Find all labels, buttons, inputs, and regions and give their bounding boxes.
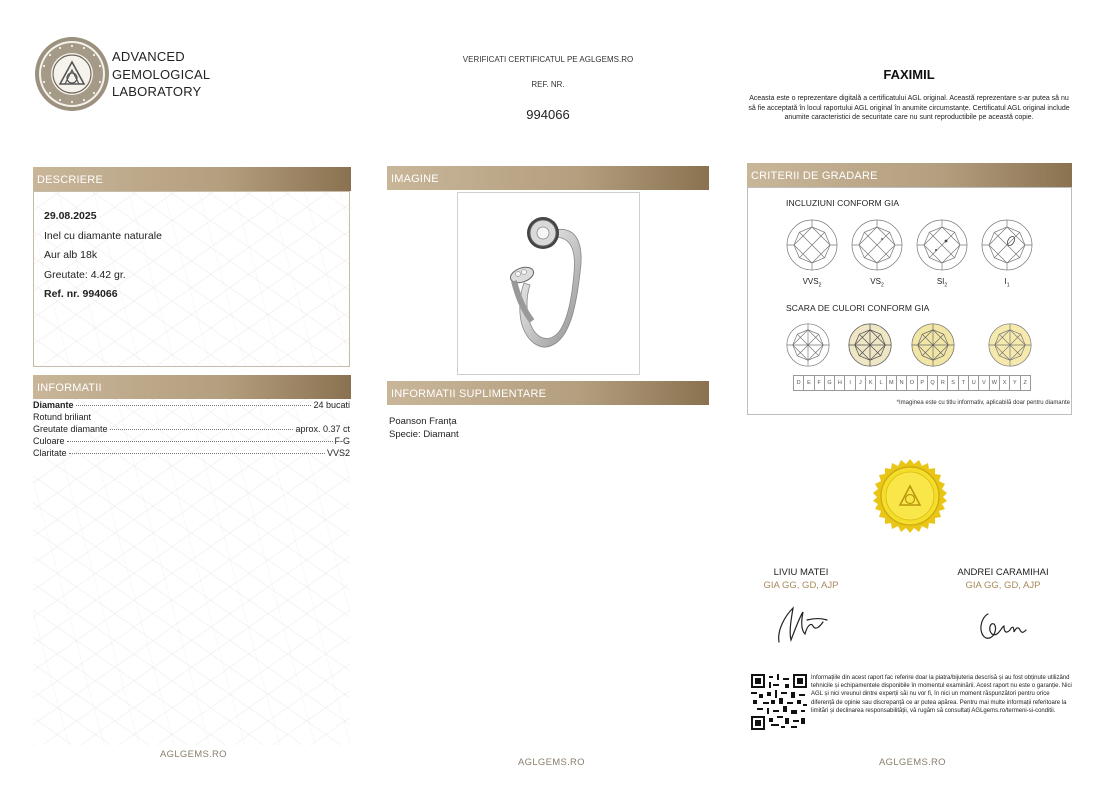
clarity-label-i	[981, 277, 1033, 289]
ref-label: REF. NR.	[531, 80, 565, 89]
ring-photo	[457, 192, 640, 375]
clarity-diagram-i	[981, 219, 1033, 271]
info-label: Culoare	[33, 436, 65, 446]
info-row-shape	[33, 411, 350, 423]
info-value: aprox. 0.37 ct	[295, 424, 350, 434]
lab-name-line2: GEMOLOGICAL	[112, 66, 211, 82]
info-value: VVS2	[326, 448, 350, 458]
clarity-diagram-vs	[851, 219, 903, 271]
dot-leader	[69, 453, 325, 454]
section-header-suplimentare: INFORMATII SUPLIMENTARE	[387, 381, 709, 405]
color-diamond-near-colorless	[848, 323, 892, 367]
signer-right-name: ANDREI CARAMIHAI	[957, 567, 1049, 578]
scale-letter: R	[938, 376, 948, 390]
clarity-label-vvs	[786, 277, 838, 289]
info-row-color	[33, 435, 350, 447]
info-value: F-G	[334, 436, 350, 446]
info-row-diamante	[33, 399, 350, 411]
item-type: Inel cu diamante naturale	[44, 229, 162, 242]
description-box	[33, 191, 350, 367]
clarity-label-text: I	[1004, 277, 1007, 286]
scale-letter: I	[845, 376, 855, 390]
supplementary-info	[389, 416, 459, 441]
color-diamond-colorless	[786, 323, 830, 367]
section-header-descriere: DESCRIERE	[33, 167, 351, 191]
ref-value: 994066	[526, 107, 570, 122]
weight: Greutate: 4.42 gr.	[44, 268, 126, 281]
scale-letter: X	[1000, 376, 1010, 390]
clarity-label-sub: 2	[944, 282, 948, 289]
section-header-imagine: IMAGINE	[387, 166, 709, 190]
scale-letter: Z	[1023, 380, 1027, 386]
info-label: Greutate diamante	[33, 424, 108, 434]
color-diamond-faint	[911, 323, 955, 367]
informatii-panel	[33, 399, 350, 745]
scale-letter: H	[835, 376, 845, 390]
agl-logo-seal	[34, 36, 110, 112]
color-grade-scale	[793, 375, 1031, 391]
scale-letter: W	[990, 376, 1000, 390]
scale-letter: Q	[928, 376, 938, 390]
scale-letter: L	[876, 376, 886, 390]
clarity-diagram-vvs	[786, 219, 838, 271]
scale-letter: V	[979, 376, 989, 390]
clarity-label-text: VVS	[802, 277, 819, 286]
qr-code[interactable]	[751, 674, 807, 730]
clarity-label-sub: 2	[818, 282, 822, 289]
species: Specie: Diamant	[389, 428, 459, 440]
dot-leader	[76, 405, 312, 406]
clarity-diagram-si	[916, 219, 968, 271]
footer-link-center[interactable]: AGLGEMS.RO	[518, 757, 585, 768]
lab-name	[112, 48, 210, 101]
lab-name-line3: LABORATORY	[112, 84, 202, 99]
scale-letter: D	[794, 376, 804, 390]
clarity-label-si	[916, 277, 968, 289]
certificate-date: 29.08.2025	[44, 210, 97, 222]
scale-letter: O	[907, 376, 917, 390]
verify-link[interactable]: VERIFICATI CERTIFICATUL PE AGLGEMS.RO	[462, 55, 634, 64]
footer-link-left[interactable]: AGLGEMS.RO	[160, 749, 227, 760]
legal-disclaimer: Informațiile din acest raport fac referire doar la piatra/bijuteria descrisă și au fost obținute utilizând tehnicile și echipamentele disponibile în momentul examinării. Acest raport nu este o garanție. Nici AGL și nici vreunul dintre experții săi nu vor fi, în nici un moment răspunzători pentru orice diferență de opinie sau discrepanță ce ar putea apărea. Pentru mai multe informații referitoare la limitări și declinarea responsabilității, vă rugăm să consultați AGLgems.ro/termeni-si-conditii.	[811, 675, 1072, 714]
scale-letter: M	[887, 376, 897, 390]
info-label: Claritate	[33, 448, 67, 458]
info-value: 24 bucati	[313, 400, 350, 410]
color-scale-title: SCARA DE CULORI CONFORM GIA	[786, 303, 930, 313]
info-label: Diamante	[33, 400, 74, 410]
clarity-label-text: SI	[936, 277, 945, 286]
scale-letter: G	[825, 376, 835, 390]
info-label: Rotund briliant	[33, 412, 92, 422]
clarity-label-sub: 1	[1006, 282, 1010, 289]
clarity-label-vs	[851, 277, 903, 289]
scale-letter: E	[804, 376, 814, 390]
clarity-label-sub: 2	[880, 282, 884, 289]
scale-letter: T	[959, 376, 969, 390]
signer-left-credentials: GIA GG, GD, AJP	[763, 580, 839, 591]
signature-right	[974, 604, 1030, 648]
section-header-informatii: INFORMATII	[33, 375, 351, 399]
metal: Aur alb 18k	[44, 249, 98, 261]
criteria-note: *Imaginea este cu titlu informativ, aplicabilă doar pentru diamante	[896, 400, 1070, 406]
clarity-label-text: VS	[870, 277, 881, 286]
scale-letter: U	[969, 376, 979, 390]
hallmark: Poanson Franța	[389, 416, 457, 427]
footer-link-right[interactable]: AGLGEMS.RO	[879, 757, 946, 768]
color-diamond-light	[988, 323, 1032, 367]
reference-number: Ref. nr. 994066	[44, 288, 118, 300]
scale-letter: Y	[1010, 376, 1020, 390]
signer-left-name: LIVIU MATEI	[773, 567, 829, 578]
gold-seal-icon	[872, 458, 948, 534]
scale-letter: N	[897, 376, 907, 390]
scale-letter: S	[948, 376, 958, 390]
scale-letter: K	[866, 376, 876, 390]
scale-letter: J	[856, 376, 866, 390]
scale-letter: F	[815, 376, 825, 390]
faximil-title: FAXIMIL	[883, 67, 935, 82]
section-header-criterii: CRITERII DE GRADARE	[747, 163, 1072, 187]
info-row-weight	[33, 423, 350, 435]
info-row-clarity	[33, 447, 350, 459]
clarity-title: INCLUZIUNI CONFORM GIA	[786, 198, 900, 208]
dot-leader	[110, 429, 294, 430]
faximil-disclaimer: Aceasta este o reprezentare digitală a certificatului AGL original. Această reprezentare s-ar putea să nu să fie acceptată în locul raportului AGL original în anumite circumstanțe. Certificatul AGL original include anumite caracteristici de securitate care nu sunt reproductibile pe această copie.	[748, 95, 1070, 121]
scale-letter: P	[918, 376, 928, 390]
signature-left	[771, 600, 831, 648]
signer-right-credentials: GIA GG, GD, AJP	[965, 580, 1041, 591]
lab-name-line1: ADVANCED	[112, 49, 185, 64]
dot-leader	[67, 441, 333, 442]
